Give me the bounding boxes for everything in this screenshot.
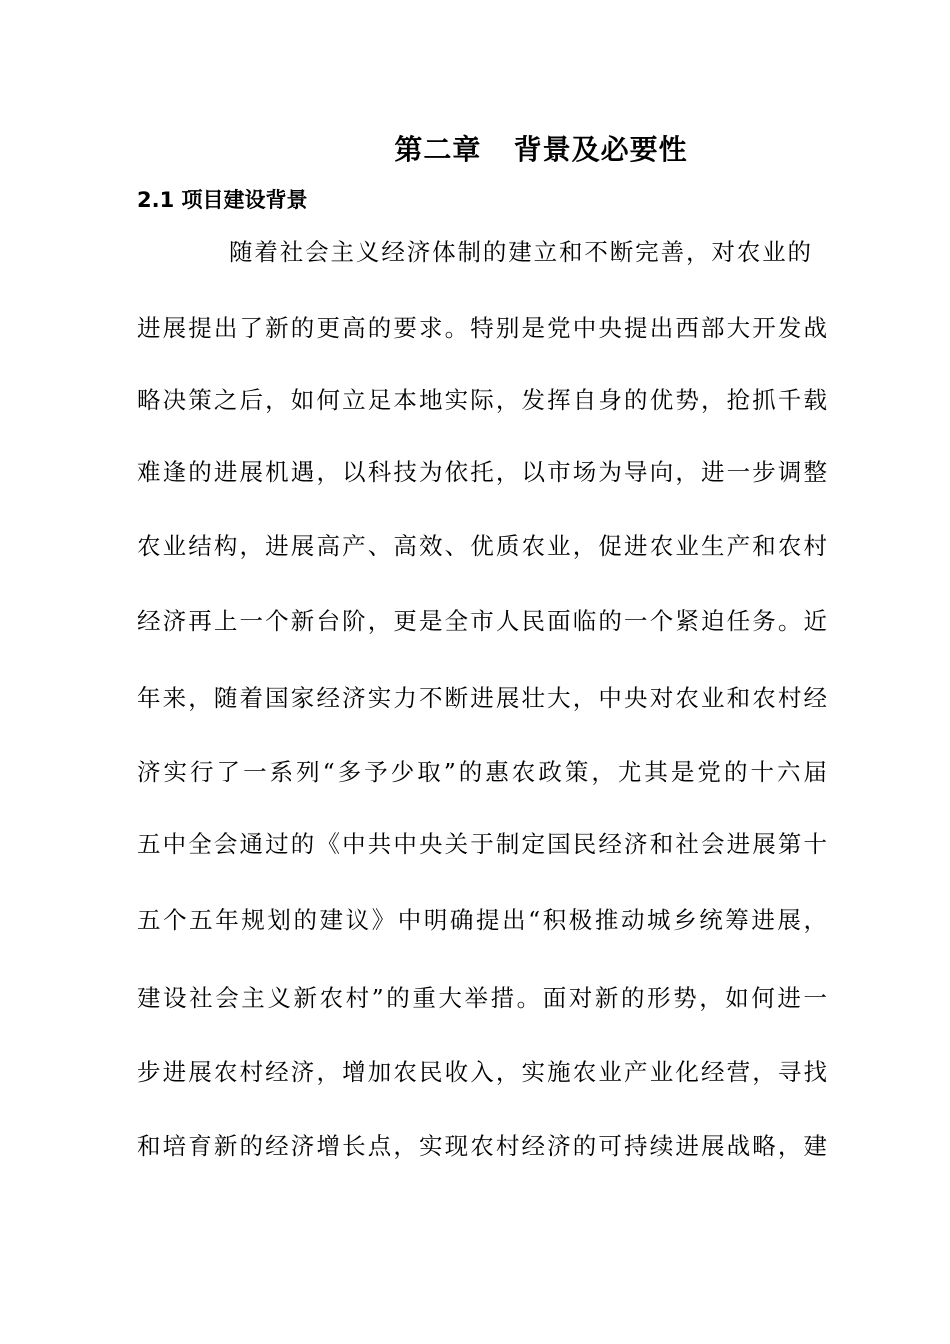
paragraph-line: 进展提出了新的更高的要求。特别是党中央提出西部大开发战: [137, 314, 827, 342]
paragraph-line: 随着社会主义经济体制的建立和不断完善，对农业的: [229, 238, 811, 266]
paragraph-line: 五中全会通过的《中共中央关于制定国民经济和社会进展第十: [137, 830, 827, 858]
paragraph-line: 难逢的进展机遇，以科技为依托，以市场为导向，进一步调整: [137, 458, 827, 486]
section-heading: 2.1 项目建设背景: [137, 188, 308, 212]
paragraph-line: 五个五年规划的建议》中明确提出“积极推动城乡统筹进展，: [137, 906, 827, 934]
paragraph-line: 年来，随着国家经济实力不断进展壮大，中央对农业和农村经: [137, 684, 827, 712]
paragraph-line: 略决策之后，如何立足本地实际，发挥自身的优势，抢抓千载: [137, 386, 827, 414]
paragraph-line: 步进展农村经济，增加农民收入，实施农业产业化经营，寻找: [137, 1058, 827, 1086]
paragraph-line: 济实行了一系列“多予少取”的惠农政策，尤其是党的十六届: [137, 758, 827, 786]
paragraph-line: 和培育新的经济增长点，实现农村经济的可持续进展战略，建: [137, 1132, 827, 1160]
paragraph-line: 农业结构，进展高产、高效、优质农业，促进农业生产和农村: [137, 532, 827, 560]
paragraph-line: 经济再上一个新台阶，更是全市人民面临的一个紧迫任务。近: [137, 607, 827, 635]
paragraph-line: 建设社会主义新农村”的重大举措。面对新的形势，如何进一: [137, 984, 827, 1012]
chapter-title: 第二章 背景及必要性: [394, 133, 688, 166]
